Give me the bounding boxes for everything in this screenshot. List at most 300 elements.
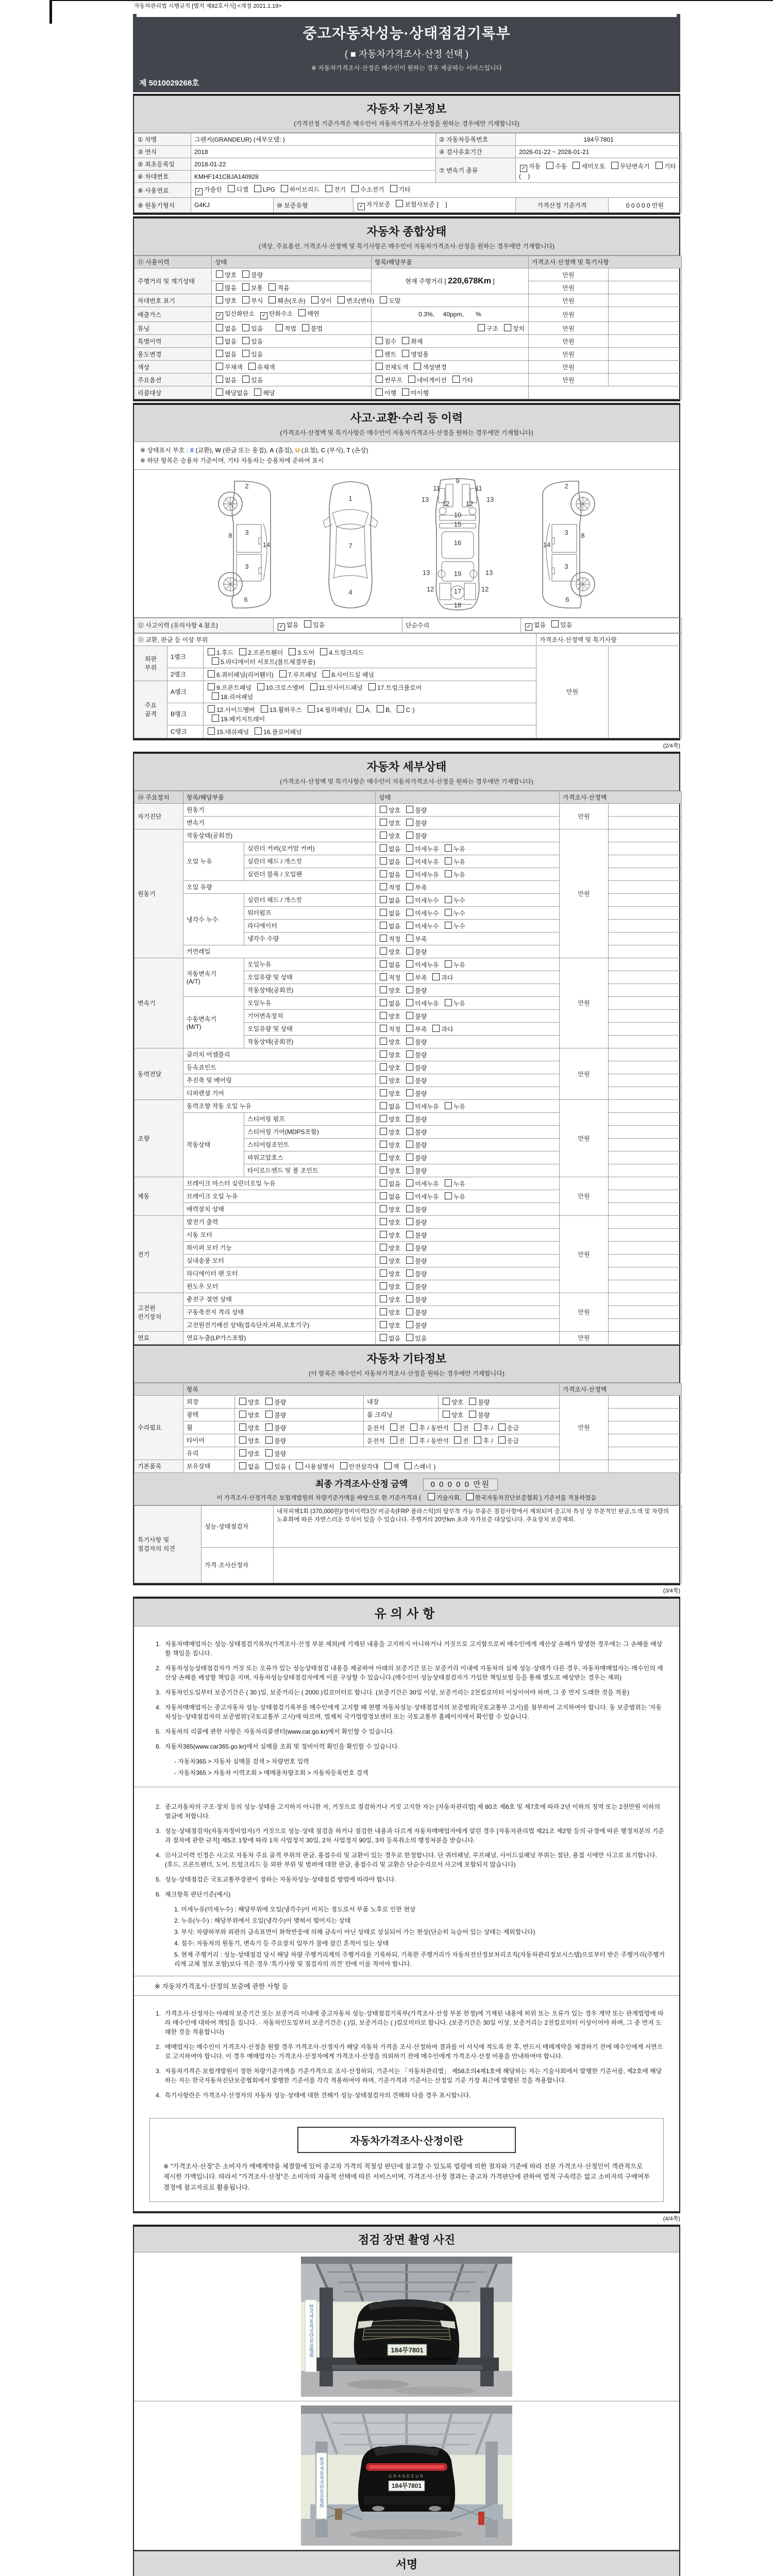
photo-band xyxy=(134,2227,679,2252)
checkbox[interactable] xyxy=(254,388,261,396)
cell-text: 자동변속기 xyxy=(187,970,216,978)
checkbox[interactable] xyxy=(406,1141,413,1148)
checkbox[interactable] xyxy=(445,909,452,916)
legend-symbol-desc: (요철), xyxy=(299,447,321,454)
checkbox[interactable] xyxy=(208,727,215,735)
form-cell xyxy=(609,803,682,816)
checkbox[interactable] xyxy=(454,1423,461,1431)
checkbox[interactable] xyxy=(380,1244,387,1251)
checkbox[interactable] xyxy=(281,185,288,192)
checkbox[interactable] xyxy=(216,283,223,291)
checkbox-checked[interactable]: ✓ xyxy=(525,623,532,631)
checkbox[interactable] xyxy=(380,883,387,890)
checkbox[interactable] xyxy=(308,705,315,713)
checkbox[interactable] xyxy=(445,844,452,852)
checkbox-label: 불량 xyxy=(415,1257,427,1265)
checkbox[interactable] xyxy=(380,1050,387,1058)
notice-item-number: 5. xyxy=(155,1875,161,1883)
checkbox[interactable] xyxy=(265,1462,273,1469)
value-car-name xyxy=(191,133,436,146)
checkbox[interactable] xyxy=(432,1025,440,1032)
checkbox[interactable] xyxy=(478,324,485,331)
checkbox[interactable] xyxy=(406,973,413,980)
checkbox[interactable] xyxy=(380,1192,387,1199)
checkbox[interactable] xyxy=(380,922,387,929)
checkbox[interactable] xyxy=(216,270,223,278)
form-cell xyxy=(244,996,376,1009)
cell-text: 특별이력 xyxy=(138,337,162,345)
checkbox[interactable] xyxy=(279,670,287,677)
cell-text: 만원 xyxy=(562,363,575,371)
checkbox[interactable] xyxy=(265,1449,273,1456)
checkbox[interactable] xyxy=(239,1449,246,1456)
checkbox[interactable] xyxy=(325,185,332,192)
checkbox[interactable] xyxy=(402,337,409,344)
cell-text: 가격조사·산정액 및 특기사항 xyxy=(532,259,609,266)
checkbox[interactable] xyxy=(380,1231,387,1238)
cell-text: / xyxy=(489,1437,493,1445)
row-emission xyxy=(135,307,212,322)
checkbox[interactable] xyxy=(443,1398,450,1405)
checkbox[interactable] xyxy=(216,388,223,396)
form-cell xyxy=(609,880,682,893)
checkbox[interactable] xyxy=(380,960,387,968)
checkbox-checked[interactable]: ✓ xyxy=(216,312,223,319)
checkbox[interactable] xyxy=(376,337,383,344)
form-cell xyxy=(609,868,682,880)
checkbox[interactable] xyxy=(474,1436,481,1444)
checkbox[interactable] xyxy=(310,683,317,690)
checkbox[interactable] xyxy=(406,844,413,852)
checkbox[interactable] xyxy=(380,1179,387,1187)
checkbox-label: 양호 xyxy=(248,1450,260,1458)
legend-symbol: W xyxy=(215,447,221,454)
checkbox[interactable] xyxy=(410,1436,417,1444)
checkbox[interactable] xyxy=(351,185,359,192)
checkbox[interactable] xyxy=(242,350,249,357)
checkbox[interactable] xyxy=(414,363,421,370)
page-marker-4: (4/4쪽) xyxy=(663,2215,680,2222)
photo-rear-view xyxy=(301,2405,512,2546)
car-side-right-diagram xyxy=(526,477,603,612)
checkbox[interactable] xyxy=(276,324,283,331)
checkbox[interactable] xyxy=(656,162,663,169)
checkbox[interactable] xyxy=(257,683,264,690)
checkbox[interactable] xyxy=(380,1321,387,1328)
checkbox[interactable] xyxy=(239,1462,246,1469)
checkbox[interactable] xyxy=(406,909,413,916)
checkbox[interactable] xyxy=(466,1493,474,1500)
checkbox[interactable] xyxy=(406,1282,413,1290)
checkbox[interactable] xyxy=(212,692,219,700)
checkbox[interactable] xyxy=(212,657,219,665)
cell-text: 자기진단 xyxy=(138,812,162,820)
checkbox[interactable] xyxy=(445,896,452,903)
checkbox-checked[interactable]: ✓ xyxy=(520,165,527,172)
checkbox[interactable] xyxy=(268,296,276,303)
checkbox[interactable] xyxy=(254,185,261,192)
checkbox[interactable] xyxy=(242,296,249,303)
checkbox-checked[interactable]: ✓ xyxy=(195,188,203,195)
form-cell xyxy=(609,932,682,945)
cell-text: 파워고압호스 xyxy=(247,1154,283,1162)
checkbox[interactable] xyxy=(298,309,306,316)
checkbox[interactable] xyxy=(406,1038,413,1045)
checkbox-checked[interactable]: ✓ xyxy=(260,312,267,319)
checkbox[interactable] xyxy=(357,705,364,713)
checkbox[interactable] xyxy=(405,1462,412,1469)
checkbox-label: 있음 xyxy=(251,338,263,345)
group-fuel xyxy=(135,1331,183,1344)
notice-item-text: 자동차의 리콜에 관한 사항은 자동차리콜센터(www.car.go.kr)에서 확인할 수 있습니다. xyxy=(165,1727,395,1735)
checkbox[interactable] xyxy=(376,363,383,370)
checkbox-checked[interactable]: ✓ xyxy=(278,623,285,631)
checkbox[interactable] xyxy=(304,620,311,628)
checkbox[interactable] xyxy=(216,324,223,331)
checkbox[interactable] xyxy=(320,648,327,655)
checkbox[interactable] xyxy=(406,922,413,929)
checkbox[interactable] xyxy=(406,1102,413,1109)
checkbox[interactable] xyxy=(380,296,387,303)
checkbox[interactable] xyxy=(406,1025,413,1032)
checkbox[interactable] xyxy=(239,648,246,655)
basic-info-band xyxy=(134,96,679,133)
checkbox[interactable] xyxy=(216,350,223,357)
form-cell xyxy=(244,1035,376,1048)
checkbox-label: 스패너 xyxy=(413,1463,432,1470)
checkbox[interactable] xyxy=(228,185,235,192)
checkbox[interactable] xyxy=(380,1308,387,1315)
checkbox[interactable] xyxy=(445,922,452,929)
notice-item-text: 자동차가격은 보험개발원이 정한 차량기준가액을 기준가격으로 조사·산정하되, 기준서는 「자동차관리법」 제58조의4제1호에 해당하는 자는 기술사회에서 발행한 기준서를, 제2호에 해당하는 자는 한국자동차진단보증협회에서 발행한 기준서를 각각 적용하여야 하며, 기준가격과 기준서는 산정일 기준 가장 최근에 발행된 것을 적용합니다. xyxy=(165,2067,662,2084)
checkbox[interactable] xyxy=(311,296,318,303)
checkbox[interactable] xyxy=(551,620,559,628)
checkbox[interactable] xyxy=(380,1038,387,1045)
checkbox[interactable] xyxy=(302,324,309,331)
cell-text: 윈도우 모터 xyxy=(187,1283,219,1291)
label-warranty-type xyxy=(274,198,354,213)
checkbox[interactable] xyxy=(380,1257,387,1264)
checkbox[interactable] xyxy=(261,705,268,713)
checkbox-label: 자동 xyxy=(529,162,541,170)
checkbox[interactable] xyxy=(406,1089,413,1096)
checkbox[interactable] xyxy=(406,1308,413,1315)
form-cell xyxy=(183,1293,376,1306)
checkbox[interactable] xyxy=(380,1076,387,1083)
notice-section xyxy=(133,1597,680,2213)
checkbox[interactable] xyxy=(406,1128,413,1135)
notice-item xyxy=(147,1826,666,1845)
checkbox[interactable] xyxy=(380,1102,387,1109)
form-cell xyxy=(244,932,376,945)
form-cell xyxy=(529,294,609,307)
form-cell xyxy=(609,335,682,348)
checkbox[interactable] xyxy=(265,1411,273,1418)
checkbox[interactable] xyxy=(296,1462,303,1469)
cell-text: ④ 검사유효기간 xyxy=(439,148,482,156)
checkbox[interactable] xyxy=(380,1282,387,1290)
checkbox[interactable] xyxy=(380,999,387,1006)
checkbox[interactable] xyxy=(216,376,223,383)
checkbox[interactable] xyxy=(368,683,376,690)
checkbox[interactable] xyxy=(376,350,383,357)
checkbox[interactable] xyxy=(443,1411,450,1418)
checkbox[interactable] xyxy=(402,388,409,396)
checkbox[interactable] xyxy=(406,1179,413,1187)
checkbox[interactable] xyxy=(428,1493,435,1500)
notice-item-number: 2. xyxy=(155,1803,161,1810)
checkbox[interactable] xyxy=(208,683,215,690)
group-basic-items xyxy=(135,1460,183,1472)
document-header xyxy=(133,14,680,92)
checkbox[interactable] xyxy=(445,999,452,1006)
checkbox[interactable] xyxy=(380,973,387,980)
etc-info-table xyxy=(134,1383,679,1473)
checkbox-label: 양호 xyxy=(389,1206,401,1213)
checkbox[interactable] xyxy=(380,986,387,993)
cell-text: 내장 xyxy=(367,1398,379,1406)
checkbox[interactable] xyxy=(265,1398,273,1405)
checkbox[interactable] xyxy=(255,727,262,735)
checkbox[interactable] xyxy=(376,376,383,383)
group-brake xyxy=(135,1177,183,1215)
checkbox[interactable] xyxy=(380,1334,387,1341)
checkbox[interactable] xyxy=(242,283,249,291)
checkbox-checked[interactable]: ✓ xyxy=(358,203,365,210)
checkbox[interactable] xyxy=(239,1411,246,1418)
checkbox[interactable] xyxy=(239,1436,246,1444)
checkbox[interactable] xyxy=(445,857,452,865)
checkbox[interactable] xyxy=(380,1205,387,1212)
checkbox[interactable] xyxy=(408,376,415,383)
checkbox[interactable] xyxy=(445,1102,452,1109)
value-fuel xyxy=(191,183,682,198)
cell-text: 주요옵션 xyxy=(138,376,162,384)
checkbox[interactable] xyxy=(469,1411,476,1418)
checkbox-label: 불량 xyxy=(415,1296,427,1303)
form-cell xyxy=(212,281,372,294)
checkbox[interactable] xyxy=(406,1050,413,1058)
checkbox[interactable] xyxy=(498,1423,506,1431)
checkbox[interactable] xyxy=(289,648,296,655)
checkbox[interactable] xyxy=(268,283,276,291)
checkbox[interactable] xyxy=(406,1295,413,1302)
checkbox[interactable] xyxy=(380,1269,387,1277)
checkbox[interactable] xyxy=(406,999,413,1006)
notice-item-text: 성능·상태점검은 국토교통부장관이 정하는 자동차성능·상태점검 방법에 따라야 합니다. xyxy=(165,1875,396,1883)
checkbox[interactable] xyxy=(504,324,511,331)
checkbox[interactable] xyxy=(380,909,387,916)
cell-text: 조향 xyxy=(138,1134,150,1142)
cell-text: 타이로드엔드 및 볼 조인트 xyxy=(247,1167,318,1175)
accident-history-table xyxy=(134,618,679,633)
checkbox[interactable] xyxy=(242,324,249,331)
checkbox[interactable] xyxy=(406,1334,413,1341)
checkbox[interactable] xyxy=(390,1436,397,1444)
form-cell xyxy=(609,1009,682,1022)
checkbox[interactable] xyxy=(445,960,452,968)
cell-text: 가격·조사산정자 xyxy=(205,1562,249,1569)
checkbox[interactable] xyxy=(546,162,553,169)
inspection-photo-front xyxy=(134,2252,679,2401)
cell-text: 2018 xyxy=(194,148,208,156)
checkbox[interactable] xyxy=(242,376,249,383)
cell-text: 가격산정 기준가격 xyxy=(537,201,587,209)
photo-banner-text: 한국자동차진단보증협회 xyxy=(308,2303,314,2358)
final-price-band xyxy=(134,1473,679,1505)
checkbox[interactable] xyxy=(452,376,460,383)
notice-block-b xyxy=(134,1789,679,1976)
checkbox[interactable] xyxy=(248,363,256,370)
checkbox[interactable] xyxy=(406,1076,413,1083)
checkbox[interactable] xyxy=(390,1423,397,1431)
cell-text: ⑬ 교환, 판금 등 이상 부위 xyxy=(138,636,208,643)
checkbox[interactable] xyxy=(406,986,413,993)
checkbox[interactable] xyxy=(380,832,387,839)
checkbox[interactable] xyxy=(445,1192,452,1199)
checkbox[interactable] xyxy=(338,296,345,303)
checkbox[interactable] xyxy=(406,870,413,877)
checkbox[interactable] xyxy=(406,1269,413,1277)
legend-symbol: U xyxy=(295,447,300,454)
checkbox[interactable] xyxy=(402,350,409,357)
checkbox[interactable] xyxy=(208,670,215,677)
checkbox-label: 1.후드 xyxy=(216,649,234,656)
checkbox[interactable] xyxy=(242,337,249,344)
checkbox[interactable] xyxy=(216,363,223,370)
checkbox[interactable] xyxy=(380,844,387,852)
checkbox[interactable] xyxy=(406,1257,413,1264)
notice-item-text: 자동차성능상태점검자가 거짓 또는 오류가 있는 성능상태점검 내용을 제공하여 아래의 보증기간 또는 보증거리 이내에 자동차의 실제 성능·상태가 다른 경우, 자동차매매업자는 매수인의 재산상 손해를 배상할 책임을 지며, 자동차성능상태점검자에게 이를 구상할 수 있습니다.(매수인이 성능상태점검자가 가입한 책임보험 등을 통해 별도로 배상받는 경우는 제외) xyxy=(165,1664,663,1681)
checkbox[interactable] xyxy=(410,1423,417,1431)
checkbox[interactable] xyxy=(406,1063,413,1071)
checkbox[interactable] xyxy=(406,1205,413,1212)
checkbox[interactable] xyxy=(377,705,384,713)
checkbox[interactable] xyxy=(498,1436,506,1444)
checkbox[interactable] xyxy=(323,670,330,677)
checkbox[interactable] xyxy=(380,857,387,865)
checkbox[interactable] xyxy=(406,1012,413,1019)
checkbox[interactable] xyxy=(406,819,413,826)
checkbox[interactable] xyxy=(380,1025,387,1032)
checkbox[interactable] xyxy=(380,819,387,826)
checkbox[interactable] xyxy=(239,1398,246,1405)
panel-number: 18 xyxy=(453,601,462,609)
checkbox[interactable] xyxy=(406,1115,413,1122)
checkbox[interactable] xyxy=(265,1423,273,1431)
cell-text: A랭크 xyxy=(171,688,187,696)
checkbox[interactable] xyxy=(376,388,383,396)
checkbox[interactable] xyxy=(384,1462,392,1469)
notice-item-number: 3. xyxy=(155,2067,161,2075)
checkbox-label: 양호 xyxy=(451,1398,464,1406)
checkbox[interactable] xyxy=(611,162,618,169)
checkbox[interactable] xyxy=(380,1295,387,1302)
checkbox[interactable] xyxy=(216,296,223,303)
form-cell xyxy=(212,348,372,361)
value-transmission-type xyxy=(516,158,682,183)
checkbox[interactable] xyxy=(454,1436,461,1444)
checkbox[interactable] xyxy=(380,947,387,955)
checkbox[interactable] xyxy=(380,1128,387,1135)
checkbox[interactable] xyxy=(380,870,387,877)
checkbox[interactable] xyxy=(380,1218,387,1225)
checkbox-label: 없음 xyxy=(389,1334,401,1342)
checkbox[interactable] xyxy=(406,883,413,890)
checkbox[interactable] xyxy=(380,896,387,903)
form-cell xyxy=(609,1254,682,1267)
checkbox-label: 유채색 xyxy=(257,364,275,371)
inspector-opinion-table xyxy=(134,1505,679,1583)
checkbox[interactable] xyxy=(406,1166,413,1174)
panel-number: 3 xyxy=(564,528,568,536)
checkbox[interactable] xyxy=(406,806,413,813)
checkbox[interactable] xyxy=(445,1179,452,1187)
panel-number: 10 xyxy=(453,511,462,519)
checkbox[interactable] xyxy=(396,200,403,207)
checkbox[interactable] xyxy=(406,1154,413,1161)
checkbox[interactable] xyxy=(208,705,215,713)
checkbox[interactable] xyxy=(445,870,452,877)
checkbox-label: 부식 xyxy=(251,297,263,304)
checkbox-label: 탄화수소 xyxy=(268,310,293,317)
checkbox[interactable] xyxy=(380,1154,387,1161)
checkbox[interactable] xyxy=(380,1012,387,1019)
checkbox[interactable] xyxy=(242,270,249,278)
checkbox[interactable] xyxy=(390,185,397,192)
checkbox[interactable] xyxy=(406,1218,413,1225)
group-self-diagnosis xyxy=(135,803,183,829)
checkbox[interactable] xyxy=(406,947,413,955)
checkbox[interactable] xyxy=(380,1166,387,1174)
checkbox[interactable] xyxy=(380,1063,387,1071)
form-cell xyxy=(609,1306,682,1318)
checkbox[interactable] xyxy=(380,1141,387,1148)
checkbox[interactable] xyxy=(340,1462,347,1469)
checkbox[interactable] xyxy=(380,1089,387,1096)
checkbox[interactable] xyxy=(406,1321,413,1328)
checkbox[interactable] xyxy=(474,1423,481,1431)
checkbox[interactable] xyxy=(406,857,413,865)
checkbox[interactable] xyxy=(432,973,440,980)
checkbox[interactable] xyxy=(406,1244,413,1251)
checkbox[interactable] xyxy=(469,1398,476,1405)
checkbox[interactable] xyxy=(406,1231,413,1238)
checkbox[interactable] xyxy=(406,896,413,903)
checkbox[interactable] xyxy=(397,705,404,713)
cell-text: 기본품목 xyxy=(138,1463,162,1470)
notice-item-number: 1. xyxy=(155,2009,161,2017)
checkbox[interactable] xyxy=(406,935,413,942)
checkbox[interactable] xyxy=(380,806,387,813)
checkbox[interactable] xyxy=(380,935,387,942)
checkbox[interactable] xyxy=(212,715,219,722)
checkbox[interactable] xyxy=(265,1436,273,1444)
checkbox[interactable] xyxy=(239,1423,246,1431)
notice-item xyxy=(147,1664,666,1682)
checkbox-label: 미이행 xyxy=(411,389,429,397)
col-etc-item xyxy=(183,1383,560,1395)
checkbox[interactable] xyxy=(573,162,580,169)
checkbox[interactable] xyxy=(406,832,413,839)
checkbox[interactable] xyxy=(380,1115,387,1122)
checkbox[interactable] xyxy=(406,960,413,968)
checkbox[interactable] xyxy=(406,1192,413,1199)
checkbox[interactable] xyxy=(208,648,215,655)
checkbox[interactable] xyxy=(216,337,223,344)
cell-text: 항목/해당부품 xyxy=(375,259,412,266)
final-price-note-post: ) 기준서를 적용하였음 xyxy=(538,1495,597,1501)
